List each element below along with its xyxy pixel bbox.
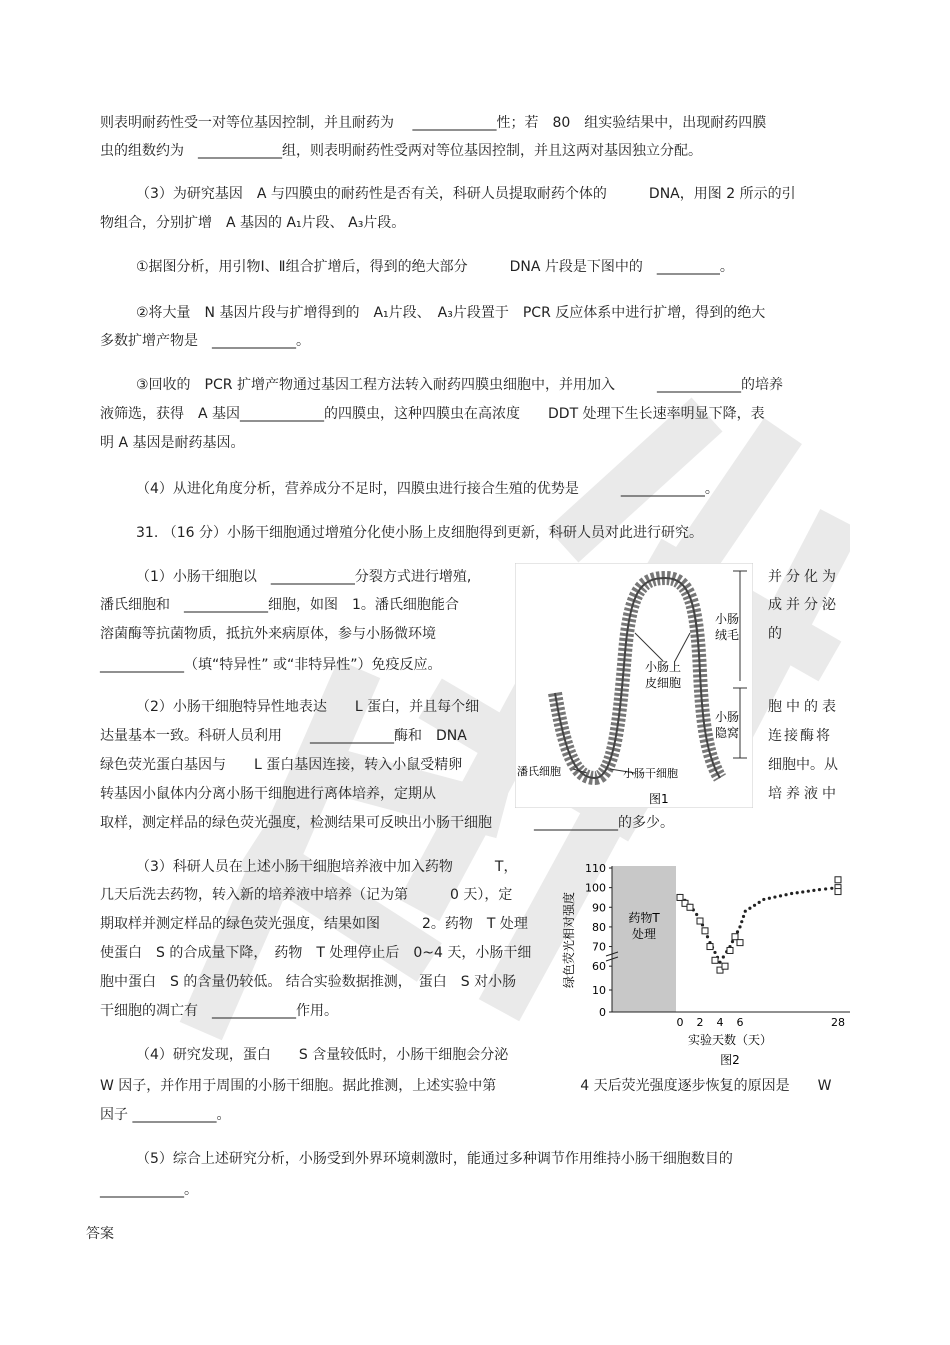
trend-dot [718,961,721,964]
trend-dot [706,935,709,938]
trend-dot [722,955,725,958]
text-line: 达量基本一致。科研人员利用 ____________酶和 DNA [100,728,467,744]
y-tick-label: 60 [592,960,606,974]
text-line: （4）从进化角度分析，营养成分不足时，四膜虫进行接合生殖的优势是 ____________。 [136,481,719,497]
trend-dot [768,897,771,900]
trend-dot [738,925,741,928]
text-line: 31. （16 分）小肠干细胞通过增殖分化使小肠上皮细胞得到更新，科研人员对此进行研究。 [136,525,703,541]
trend-dot [830,887,833,890]
text-line: 使蛋白 S 的合成量下降， 药物 T 处理停止后 0~4 天，小肠干细 [100,945,532,961]
text-line: 胞中的表 [768,699,840,715]
trend-dot [742,915,745,918]
chart-caption: 图2 [720,1053,740,1067]
text-line: ①据图分析，用引物Ⅰ、Ⅱ组合扩增后，得到的绝大部分 DNA 片段是下图中的 _________。 [136,259,734,275]
trend-dot [731,940,734,943]
x-tick-label: 6 [736,1016,744,1029]
text-line: ____________。 [100,1182,198,1198]
x-tick-label: 4 [716,1016,724,1029]
text-line: 潘氏细胞和 ____________细胞，如图 1。潘氏细胞能合 [100,597,459,613]
text-line: 成并分泌 [768,597,840,613]
trend-dot [762,898,765,901]
figure-2-chart [560,858,852,1068]
text-line: 则表明耐药性受一对等位基因控制，并且耐药为 ____________性；若 80 组实验结果中，出现耐药四膜 [100,115,767,131]
text-line: （2）小肠干细胞特异性地表达 L 蛋白，并且每个细 [136,699,480,715]
trend-dot [753,904,756,907]
x-tick-label: 0 [676,1016,684,1029]
data-point [702,928,708,934]
fig1-label: 小肠上 [645,660,682,674]
trend-dot [812,889,815,892]
answer-heading: 答案 [86,1226,114,1242]
text-line: 几天后洗去药物，转入新的培养液中培养（记为第 0 天），定 [100,887,513,903]
trend-dot [748,907,751,910]
y-tick-label: 0 [599,1006,606,1019]
y-axis-label: 绿色荧光相对强度 [562,891,576,989]
text-line: ②将大量 N 基因片段与扩增得到的 A₁片段、 A₃片段置于 PCR 反应体系中进行扩增，得到的绝大 [136,305,766,321]
x-tick-label: 2 [696,1016,704,1029]
data-point [835,877,841,883]
trend-dot [779,894,782,897]
data-point [707,944,713,950]
data-point [835,889,841,895]
text-line: 干细胞的凋亡有 ____________作用。 [100,1003,338,1019]
fig1-caption: 图1 [649,792,669,806]
y-tick-label: 90 [592,901,606,915]
data-point [732,934,738,940]
text-line: 因子 ____________。 [100,1107,231,1123]
fig1-label: 皮细胞 [645,676,682,690]
data-point [677,894,683,900]
figure-1-villus-diagram [515,563,753,808]
trend-dot [801,890,804,893]
data-point [727,947,733,953]
text-line: 明 A 基因是耐药基因。 [100,435,245,451]
y-tick-label: 100 [585,881,606,895]
trend-dot [744,910,747,913]
fig1-label: 隐窝 [715,726,740,740]
fig1-label: 小肠干细胞 [623,767,678,780]
trend-dot [773,895,776,898]
text-line: 培养液中 [768,786,840,802]
text-line: ____________（填“特异性” 或“非特异性”）免疫反应。 [100,657,442,673]
data-point [722,963,728,969]
y-tick-label: 80 [592,920,606,934]
trend-dot [818,888,821,891]
text-line: ③回收的 PCR 扩增产物通过基因工程方法转入耐药四膜虫细胞中，并用加入 ____________的培养 [136,377,783,393]
fig1-label: 潘氏细胞 [517,765,561,778]
text-line: 虫的组数约为 ____________组，则表明耐药性受两对等位基因控制，并且这两对基因独立分配。 [100,143,702,159]
x-axis-label: 实验天数（天） [687,1033,773,1047]
data-point [687,904,693,910]
text-line: W 因子，并作用于周围的小肠干细胞。据此推测，上述实验中第 4 天后荧光强度逐步恢复的原因是 W [100,1078,832,1094]
x-tick-label: 28 [831,1016,845,1029]
trend-dot [784,893,787,896]
trend-dot [790,892,793,895]
y-tick-label: 110 [585,862,606,875]
trend-dot [695,913,698,916]
text-line: 并分化为 [768,569,840,585]
text-line: 绿色荧光蛋白基因与 L 蛋白基因连接，转入小鼠受精卵 [100,757,463,773]
y-tick-label: 70 [592,940,606,954]
text-line: 多数扩增产物是 ____________。 [100,333,310,349]
trend-dot [807,890,810,893]
text-line: （3）为研究基因 A 与四膜虫的耐药性是否有关，科研人员提取耐药个体的 DNA，用图 2 所示的引 [136,186,796,202]
text-line: 细胞中。从 [768,757,838,773]
treatment-label: 处理 [631,927,657,941]
text-line: （5）综合上述研究分析，小肠受到外界环境刺激时，能通过多种调节作用维持小肠干细胞数目的 [136,1151,733,1167]
data-point [737,940,743,946]
trend-dot [713,951,716,954]
trend-dot [740,920,743,923]
text-line: 溶菌酶等抗菌物质，抵抗外来病原体，参与小肠微环境 [100,626,436,642]
text-line: 转基因小鼠体内分离小肠干细胞进行离体培养，定期从 [100,786,436,802]
trend-dot [736,930,739,933]
text-line: （3）科研人员在上述小肠干细胞培养液中加入药物 T， [136,859,518,875]
text-line: 连接酶将 [768,728,832,744]
text-line: 胞中蛋白 S 的含量仍较低。 结合实验数据推测， 蛋白 S 对小肠 [100,974,517,990]
text-line: （1）小肠干细胞以 ____________分裂方式进行增殖, [136,569,472,585]
trend-dot [796,891,799,894]
fig1-label: 小肠 [715,710,740,724]
treatment-label: 药物T [628,911,660,925]
trend-dot [758,901,761,904]
fig1-label: 绒毛 [715,628,740,642]
text-line: 取样，测定样品的绿色荧光强度，检测结果可反映出小肠干细胞 ____________的多少。 [100,815,674,831]
text-line: 的 [768,626,782,642]
trend-dot [824,887,827,890]
data-point [712,957,718,963]
text-line: （4）研究发现，蛋白 S 含量较低时，小肠干细胞会分泌 [136,1047,509,1063]
text-line: 液筛选，获得 A 基因____________的四膜虫，这种四膜虫在高浓度 DDT 处理下生长速率明显下降，表 [100,406,765,422]
fig1-label: 小肠 [715,612,740,626]
data-point [697,918,703,924]
y-tick-label: 10 [592,984,606,997]
text-line: 期取样并测定样品的绿色荧光强度，结果如图 2。药物 T 处理 [100,916,528,932]
text-line: 物组合，分别扩增 A 基因的 A₁片段、 A₃片段。 [100,215,406,231]
